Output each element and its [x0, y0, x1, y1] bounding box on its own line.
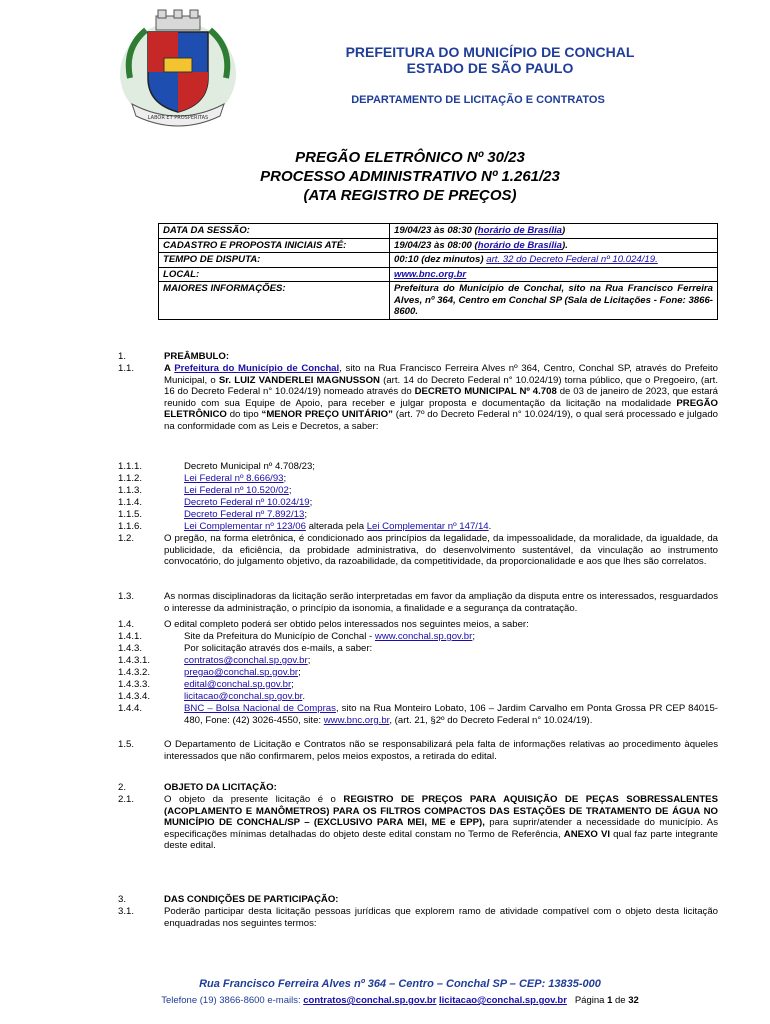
- paragraph-1-5: 1.5. O Departamento de Licitação e Contratos não se responsabilizará pela falta de informações relativas ao procedimento àqueles interessados que não confirmarem, pelos meios expostos, a retirada do edital.: [118, 739, 718, 762]
- paragraph-3-1: 3.1. Poderão participar desta licitação pessoas jurídicas que explorem ramo de atividade compatível com o objeto desta licitação enquadradas nos seguintes termos:: [118, 906, 718, 929]
- location-value: [390, 267, 718, 282]
- paragraph-2-1: 2.1. O objeto da presente licitação é o REGISTRO DE PREÇOS PARA AQUISIÇÃO DE PEÇAS SOBRESSALENTES (ACOPLAMENTO E MANÔMETROS) PARA OS FILTROS COMPACTOS DAS ESTAÇÕES DE TRATAMENTO DE ÁGUA NO MUNICÍPIO DE CONCHAL/SP – (EXCLUSIVO PARA MEI, ME e EPP), para suprir/atender a necessidade do município. As especificações mínimas detalhadas do objeto deste edital constam no Termo de Referência, ANEXO VI qual faz parte integrante deste edital.: [118, 794, 719, 852]
- list-item: 1.4.3.3. edital@conchal.sp.gov.br;: [118, 679, 294, 690]
- complementary-law-link[interactable]: Lei Complementar nº 123/06: [184, 521, 306, 532]
- prefecture-link[interactable]: Prefeitura do Município de Conchal: [174, 363, 340, 374]
- table-row: [159, 282, 718, 320]
- title-processo: PROCESSO ADMINISTRATIVO Nº 1.261/23: [260, 168, 560, 185]
- list-item: 1.1.3. Lei Federal nº 10.520/02;: [118, 485, 292, 496]
- brasilia-time-link[interactable]: horário de Brasília: [477, 225, 562, 236]
- footer-email-contratos[interactable]: contratos@conchal.sp.gov.br: [303, 995, 437, 1006]
- municipal-crest-logo: [116, 8, 240, 132]
- dispute-time-value: 00:10 (dez minutos) art. 32 do Decreto Federal nº 10.024/19.: [390, 253, 718, 268]
- bnc-site-link[interactable]: www.bnc.org.br: [323, 714, 390, 726]
- location-label: LOCAL:: [159, 267, 390, 282]
- footer-email-licitacao[interactable]: licitacao@conchal.sp.gov.br: [439, 995, 567, 1006]
- list-item: 1.4.3.4. licitacao@conchal.sp.gov.br.: [118, 691, 306, 702]
- law-link[interactable]: Lei Federal nº 10.520/02: [184, 485, 289, 496]
- bnc-link[interactable]: BNC – Bolsa Nacional de Compras: [184, 703, 336, 714]
- paragraph-1-3: 1.3. As normas disciplinadoras da licitação serão interpretadas em favor da ampliação da disputa entre os interessados, resguardados o interesse da administração, o princípio da isonomia, a finalidade e a segurança da contratação.: [118, 591, 718, 614]
- list-item: 1.4.4. BNC – Bolsa Nacional de Compras, sito na Rua Monteiro Lobato, 106 – Jardim Carvalho em Ponta Grossa PR CEP 84015-480, Fone: (42) 3026-4550, site: www.bnc.org.br, (art. 21, §2º do Decreto Federal n° 10.024/19).: [118, 703, 718, 726]
- list-item: 1.1.4. Decreto Federal nº 10.024/19;: [118, 497, 313, 508]
- email-link[interactable]: licitacao@conchal.sp.gov.br: [184, 691, 303, 702]
- list-item: 1.1.1. Decreto Municipal nº 4.708/23;: [118, 461, 315, 472]
- complementary-law-link[interactable]: Lei Complementar nº 147/14: [366, 521, 489, 532]
- table-row: [159, 267, 718, 282]
- footer-address: Rua Francisco Ferreira Alves nº 364 – Centro – Conchal SP – CEP: 13835-000: [199, 978, 601, 990]
- list-item: 1.4.1. Site da Prefeitura do Município de Conchal - www.conchal.sp.gov.br;: [118, 631, 475, 642]
- registration-label: CADASTRO E PROPOSTA INICIAIS ATÉ:: [159, 238, 390, 253]
- department-heading: DEPARTAMENTO DE LICITAÇÃO E CONTRATOS: [351, 94, 605, 106]
- registration-value: 19/04/23 às 08:00 (horário de Brasília).: [390, 238, 718, 253]
- list-item: 1.4.3.1. contratos@conchal.sp.gov.br;: [118, 655, 311, 666]
- section-2-heading: 2. OBJETO DA LICITAÇÃO:: [118, 782, 277, 793]
- session-info-table: [158, 223, 718, 320]
- session-date-value: 19/04/23 às 08:30 (horário de Brasília): [390, 224, 718, 239]
- heading-line2: ESTADO DE SÃO PAULO: [406, 60, 574, 76]
- table-row: [159, 238, 718, 253]
- title-pregao: PREGÃO ELETRÔNICO Nº 30/23: [295, 149, 525, 166]
- email-link[interactable]: pregao@conchal.sp.gov.br: [184, 667, 299, 678]
- list-item: 1.1.5. Decreto Federal nº 7.892/13;: [118, 509, 307, 520]
- crest-ribbon-text: LABOR ET PROSPERITAS: [147, 115, 209, 121]
- table-row: [159, 253, 718, 268]
- list-item: 1.4.3. Por solicitação através dos e-mails, a saber:: [118, 643, 373, 654]
- email-link[interactable]: edital@conchal.sp.gov.br: [184, 679, 292, 690]
- decree-link[interactable]: Decreto Federal nº 7.892/13: [184, 509, 305, 520]
- prefecture-heading: [300, 44, 680, 76]
- session-date-label: DATA DA SESSÃO:: [159, 224, 390, 239]
- more-info-value: Prefeitura do Município de Conchal, sito na Rua Francisco Ferreira Alves, nº 364, Centro em Conchal SP (Sala de Licitações - Fone: 3866-8600.: [390, 282, 718, 320]
- section-3-heading: 3. DAS CONDIÇÕES DE PARTICIPAÇÃO:: [118, 894, 339, 905]
- list-item: 1.4.3.2. pregao@conchal.sp.gov.br;: [118, 667, 301, 678]
- paragraph-1-1: 1.1. A Prefeitura do Município de Conchal, sito na Rua Francisco Ferreira Alves nº 364, Centro, Conchal SP, através do Prefeito Municipal, o Sr. LUIZ VANDERLEI MAGNUSSON (art. 14 do Decreto Federal n° 10.024/19) torna público, que o Pregoeiro, (art. 16 do Decreto Federal n° 10.024/19) nomeado através do DECRETO MUNICIPAL Nº 4.708 de 03 de janeiro de 2023, que estará reunido com sua Equipe de Apoio, para receber e julgar proposta e documentação da licitação na modalidade PREGÃO ELETRÔNICO do tipo “MENOR PREÇO UNITÁRIO” (art. 7º do Decreto Federal n° 10.024/19), o qual será processado e julgado na conformidade com as Leis e Decretos, a saber:: [118, 363, 719, 432]
- list-item: 1.1.6. Lei Complementar nº 123/06 alterada pela Lei Complementar nº 147/14.: [118, 521, 492, 532]
- bnc-site-link[interactable]: www.bnc.org.br: [394, 268, 467, 280]
- heading-line1: PREFEITURA DO MUNICÍPIO DE CONCHAL: [345, 44, 635, 60]
- list-item: 1.1.2. Lei Federal nº 8.666/93;: [118, 473, 287, 484]
- more-info-label: MAIORES INFORMAÇÕES:: [159, 282, 390, 320]
- footer-contact: Telefone (19) 3866-8600 e-mails: contratos@conchal.sp.gov.br licitacao@conchal.sp.gov.br Página 1 de 32: [161, 995, 639, 1006]
- dispute-time-label: TEMPO DE DISPUTA:: [159, 253, 390, 268]
- law-link[interactable]: Lei Federal nº 8.666/93: [184, 473, 284, 484]
- document-titles: [160, 148, 660, 205]
- decree-link[interactable]: Decreto Federal nº 10.024/19: [184, 497, 310, 508]
- prefecture-site-link[interactable]: www.conchal.sp.gov.br: [374, 631, 473, 642]
- paragraph-1-2: 1.2. O pregão, na forma eletrônica, é condicionado aos princípios da legalidade, da impessoalidade, da moralidade, da igualdade, da publicidade, da eficiência, da probidade administrativa, do desenvolvimento sustentável, da vinculação ao instrumento convocatório, do julgamento objetivo, da razoabilidade, da competitividade, da proporcionalidade e aos que lhes são correlatos.: [118, 533, 718, 568]
- paragraph-1-4: 1.4. O edital completo poderá ser obtido pelos interessados nos seguintes meios, a saber:: [118, 619, 529, 630]
- decree-link[interactable]: art. 32 do Decreto Federal nº 10.024/19.: [486, 254, 658, 265]
- section-1-heading: 1. PREÂMBULO:: [118, 351, 230, 362]
- page-number: Página 1 de 32: [574, 995, 639, 1006]
- title-ata: (ATA REGISTRO DE PREÇOS): [303, 187, 517, 204]
- table-row: [159, 224, 718, 239]
- email-link[interactable]: contratos@conchal.sp.gov.br: [184, 655, 308, 666]
- brasilia-time-link[interactable]: horário de Brasília: [477, 239, 562, 251]
